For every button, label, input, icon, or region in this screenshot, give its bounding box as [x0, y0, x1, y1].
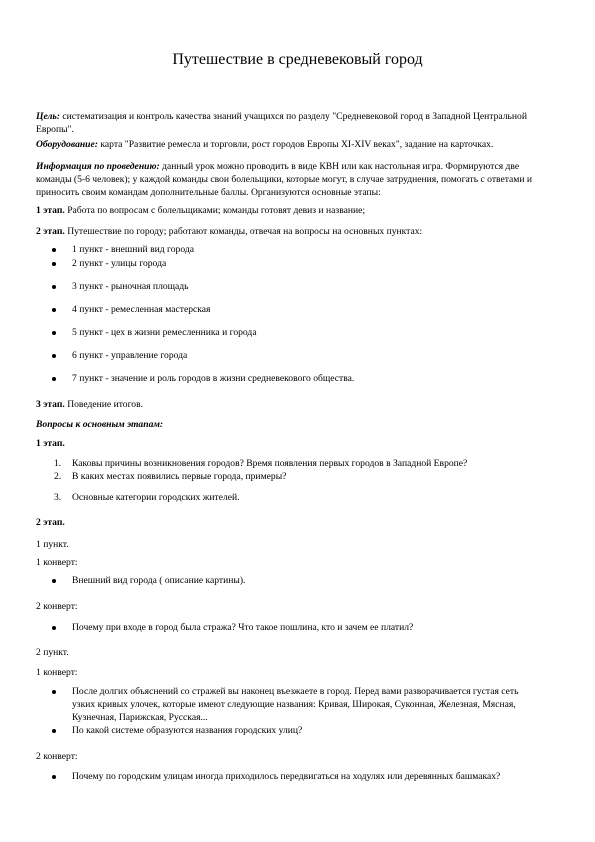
info-paragraph	[36, 160, 559, 199]
question-text: Каковы причины возникновения городов? Время появления первых городов в Западной Европе?	[72, 458, 468, 469]
list-item	[36, 685, 559, 724]
envelope-question: Внешний вид города ( описание картины).	[72, 575, 246, 586]
stage1-heading: 1 этап.	[36, 438, 65, 449]
envelope-heading: 1 конверт:	[36, 667, 78, 678]
stage-paragraph	[36, 398, 559, 411]
numbered-item	[36, 457, 559, 470]
bullet-icon	[52, 354, 56, 358]
envelope-text-line: Кузнечная, Парижская, Русская...	[72, 712, 208, 723]
bullet-icon	[52, 377, 56, 381]
item-number: 2.	[54, 471, 62, 482]
envelope-text-line: узких кривых улочек, которые имеют следующие названия: Кривая, Широкая, Суконная, Железная, Мясная,	[72, 699, 516, 710]
point-text: 6 пункт - управление города	[72, 350, 188, 361]
item-number: 1.	[54, 458, 62, 469]
info-line	[36, 160, 559, 173]
envelope-heading: 1 конверт:	[36, 557, 78, 568]
equipment-text: карта "Развитие ремесла и торговли, рост городов Европы XI-XIV веках", задание на карточках.	[100, 139, 494, 150]
item-number: 3.	[54, 492, 62, 503]
point-text: 1 пункт - внешний вид города	[72, 244, 194, 255]
envelope-question: Почему по городским улицам иногда приходилось передвигаться на ходулях или деревянных башмаках?	[72, 771, 501, 782]
point-heading: 2 пункт.	[36, 647, 69, 658]
bullet-icon	[52, 729, 56, 733]
list-item	[36, 770, 559, 783]
list-item	[36, 724, 559, 737]
stage-label: 2 этап.	[36, 226, 65, 237]
bullet-icon	[52, 248, 56, 252]
point-text: 4 пункт - ремесленная мастерская	[72, 304, 211, 315]
point-text: 2 пункт - улицы города	[72, 258, 167, 269]
list-item	[36, 257, 559, 270]
stage1-questions-list	[36, 457, 559, 504]
list-item	[36, 280, 559, 293]
list-item	[36, 243, 559, 256]
list-item	[36, 574, 559, 587]
question-text: В каких местах появились первые города, примеры?	[72, 471, 287, 482]
stage-text: Работа по вопросам с болельщиками; команды готовят девиз и название;	[67, 205, 366, 216]
stage-text: Путешествие по городу; работают команды, отвечая на вопросы на основных пунктах:	[67, 226, 423, 237]
stage-label: 1 этап.	[36, 205, 65, 216]
goal-label: Цель:	[36, 111, 60, 122]
bullet-icon	[52, 690, 56, 694]
list-item	[36, 372, 559, 385]
bullet-icon	[52, 262, 56, 266]
list-item	[36, 621, 559, 634]
points-list	[36, 243, 559, 385]
point-text: 7 пункт - значение и роль городов в жизни средневекового общества.	[72, 373, 355, 384]
equipment-line	[36, 138, 559, 151]
goal-paragraph	[36, 110, 559, 136]
stage-paragraph	[36, 204, 559, 217]
stage-text: Поведение итогов.	[67, 399, 144, 410]
goal-line	[36, 110, 559, 123]
envelope-question: Почему при входе в город была стража? Что такое пошлина, кто и зачем ее платил?	[72, 622, 414, 633]
stage-paragraph	[36, 225, 559, 238]
bullet-icon	[52, 579, 56, 583]
list-item	[36, 349, 559, 362]
page-title: Путешествие в средневековый город	[172, 51, 423, 68]
goal-text: систематизация и контроль качества знаний учащихся по разделу "Средневековой город в Западной Центральной	[62, 111, 527, 122]
goal-line: Европы".	[36, 124, 74, 135]
numbered-item	[36, 470, 559, 483]
bullet-icon	[52, 331, 56, 335]
equipment-label: Оборудование:	[36, 139, 98, 150]
envelope-heading: 2 конверт:	[36, 601, 78, 612]
question-text: Основные категории городских жителей.	[72, 492, 240, 503]
list-item	[36, 326, 559, 339]
bullet-icon	[52, 626, 56, 630]
list-item	[36, 303, 559, 316]
point-text: 3 пункт - рыночная площадь	[72, 281, 189, 292]
envelope-heading: 2 конверт:	[36, 751, 78, 762]
info-line: приносить своим командам дополнительные баллы. Организуются основные этапы:	[36, 187, 381, 198]
point-text: 5 пункт - цех в жизни ремесленника и города	[72, 327, 257, 338]
numbered-item	[36, 491, 559, 504]
equipment-paragraph	[36, 138, 559, 151]
envelope-text-line: После долгих объяснений со стражей вы наконец въезжаете в город. Перед вами разворачивается густая сеть	[72, 686, 519, 697]
questions-heading: Вопросы к основным этапам:	[36, 419, 164, 430]
bullet-icon	[52, 308, 56, 312]
bullet-icon	[52, 775, 56, 779]
stage-label: 3 этап.	[36, 399, 65, 410]
info-label: Информация по проведению:	[36, 161, 160, 172]
bullet-icon	[52, 285, 56, 289]
point-heading: 1 пункт.	[36, 539, 69, 550]
info-text: данный урок можно проводить в виде КВН или как настольная игра. Формируются две	[162, 161, 520, 172]
info-line: команды (5-6 человек); у каждой команды свои болельщики, которые могут, в случае затруднения, помогать с ответами и	[36, 174, 533, 185]
envelope-question: По какой системе образуются названия городских улиц?	[72, 725, 303, 736]
stage2-heading: 2 этап.	[36, 517, 65, 528]
